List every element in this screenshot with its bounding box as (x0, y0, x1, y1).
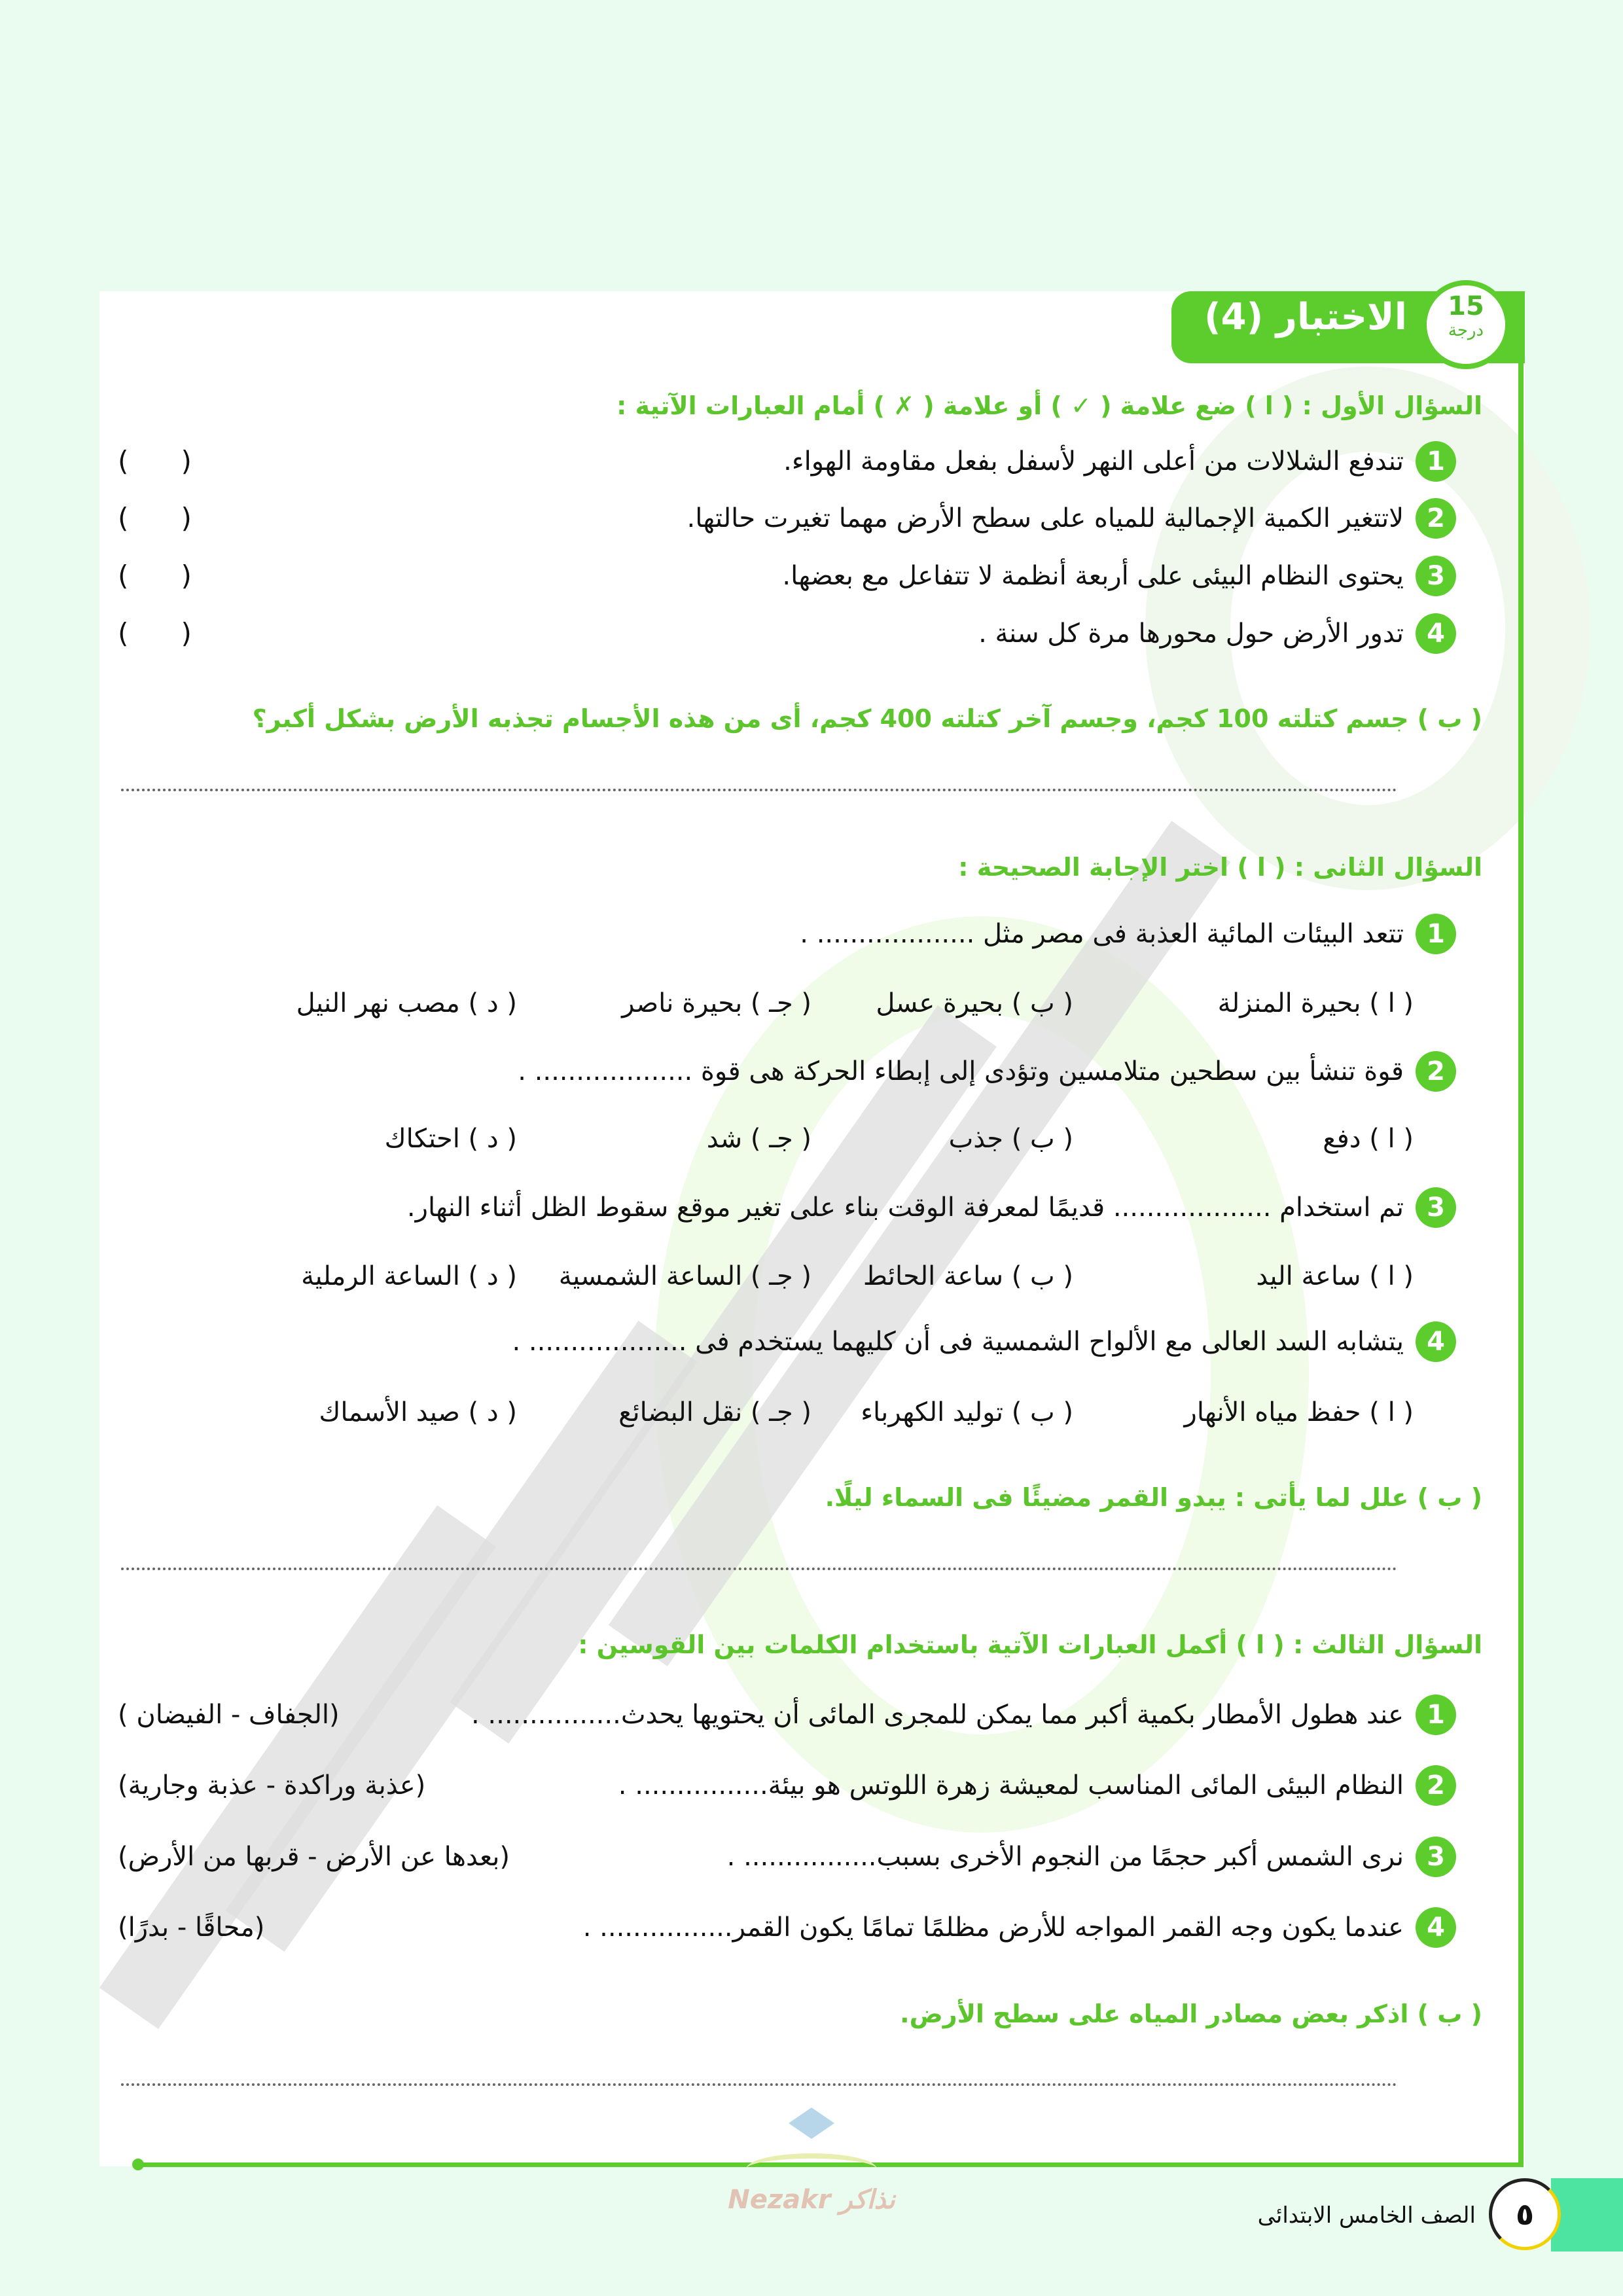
q3-statement: عند هطول الأمطار بكمية أكبر مما يمكن للمجرى المائى أن يحتويها يحدث................ . (471, 1700, 1404, 1730)
q3-statement: عندما يكون وجه القمر المواجه للأرض مظلمًا تمامًا يكون القمر................ . (582, 1912, 1404, 1943)
q2-b-question: ( ب ) علل لما يأتى : يبدو القمر مضيئًا فى السماء ليلًا. (825, 1483, 1482, 1512)
q2-question: قوة تنشأ بين سطحين متلامسين وتؤدى إلى إبطاء الحركة هى قوة ................... . (518, 1056, 1404, 1086)
grade-label: الصف الخامس الابتدائى (1257, 2202, 1476, 2229)
number-badge: 3 (1416, 556, 1456, 596)
number-badge: 2 (1416, 1051, 1456, 1092)
footer-tab (1551, 2178, 1623, 2251)
q1-statement: يحتوى النظام البيئى على أربعة أنظمة لا تتفاعل مع بعضها. (782, 561, 1404, 591)
number-badge: 4 (1416, 1907, 1456, 1948)
option-c[interactable]: ( جـ ) الساعة الشمسية (558, 1261, 812, 1291)
q3-b-question: ( ب ) اذكر بعض مصادر المياه على سطح الأرض. (900, 2000, 1482, 2028)
score-unit: درجة (1448, 321, 1484, 340)
answer-box[interactable]: ( ) (118, 560, 192, 592)
number-badge: 1 (1416, 441, 1456, 482)
q2-question: يتشابه السد العالى مع الألواح الشمسية فى أن كليهما يستخدم فى ................... . (512, 1327, 1404, 1357)
option-b[interactable]: ( ب ) بحيرة عسل (876, 988, 1073, 1018)
q1-statement: تندفع الشلالات من أعلى النهر لأسفل بفعل مقاومة الهواء. (783, 446, 1404, 476)
number-badge: 4 (1416, 1321, 1456, 1362)
answer-line[interactable] (121, 789, 1397, 791)
score-badge (1421, 280, 1510, 369)
logo-text: Nezakr نذاكر (728, 2185, 895, 2215)
number-badge: 1 (1416, 914, 1456, 954)
option-d[interactable]: ( د ) صيد الأسماك (319, 1397, 517, 1427)
graduation-cap-icon (789, 2108, 834, 2147)
q2-title: السؤال الثانى : ( ا ) اختر الإجابة الصحيحة : (958, 853, 1482, 882)
number-badge: 3 (1416, 1187, 1456, 1228)
book-icon (746, 2153, 877, 2185)
option-d[interactable]: ( د ) احتكاك (384, 1124, 517, 1154)
option-c[interactable]: ( جـ ) نقل البضائع (618, 1397, 812, 1427)
q3-title: السؤال الثالث : ( ا ) أكمل العبارات الآتية باستخدام الكلمات بين القوسين : (578, 1630, 1482, 1659)
answer-box[interactable]: ( ) (118, 617, 192, 649)
option-b[interactable]: ( ب ) جذب (948, 1124, 1073, 1154)
word-choices: (محاقًا - بدرًا) (118, 1912, 265, 1943)
option-b[interactable]: ( ب ) توليد الكهرباء (861, 1397, 1073, 1427)
option-d[interactable]: ( د ) مصب نهر النيل (296, 988, 517, 1018)
number-badge: 2 (1416, 1765, 1456, 1806)
option-d[interactable]: ( د ) الساعة الرملية (301, 1261, 517, 1291)
score-value: 15 (1448, 291, 1484, 321)
q3-statement: النظام البيئى المائى المناسب لمعيشة زهرة اللوتس هو بيئة................ . (618, 1770, 1404, 1801)
exam-title: الاختبار (4) (1204, 296, 1407, 338)
q1-statement: تدور الأرض حول محورها مرة كل سنة . (978, 619, 1404, 649)
word-choices: (عذبة وراكدة - عذبة وجارية) (118, 1770, 426, 1801)
border-dot (132, 2159, 144, 2170)
number-badge: 1 (1416, 1695, 1456, 1735)
q1-statement: لاتتغير الكمية الإجمالية للمياه على سطح الأرض مهما تغيرت حالتها. (687, 503, 1404, 533)
number-badge: 3 (1416, 1837, 1456, 1877)
option-c[interactable]: ( جـ ) شد (706, 1124, 812, 1154)
number-badge: 4 (1416, 613, 1456, 654)
option-a[interactable]: ( ا ) بحيرة المنزلة (1217, 988, 1414, 1018)
nezakr-logo (720, 2108, 903, 2238)
answer-line[interactable] (121, 1568, 1397, 1570)
answer-box[interactable]: ( ) (118, 502, 192, 534)
option-b[interactable]: ( ب ) ساعة الحائط (863, 1261, 1073, 1291)
number-badge: 2 (1416, 498, 1456, 539)
option-a[interactable]: ( ا ) حفظ مياه الأنهار (1184, 1397, 1414, 1427)
word-choices: (الجفاف - الفيضان ) (118, 1700, 340, 1730)
q2-question: تم استخدام ................... قديمًا لمعرفة الوقت بناء على تغير موقع سقوط الظل أثناء النهار. (406, 1193, 1404, 1223)
page-number: ٥ (1489, 2178, 1561, 2250)
option-c[interactable]: ( جـ ) بحيرة ناصر (622, 988, 812, 1018)
q1-b-question: ( ب ) جسم كتلته 100 كجم، وجسم آخر كتلته 400 كجم، أى من هذه الأجسام تجذبه الأرض بشكل أكبر؟ (252, 704, 1482, 733)
answer-line[interactable] (121, 2083, 1397, 2086)
q2-question: تتعد البيئات المائية العذبة فى مصر مثل ................... . (800, 919, 1404, 949)
page-border-right (1518, 308, 1524, 2166)
answer-box[interactable]: ( ) (118, 445, 192, 477)
option-a[interactable]: ( ا ) دفع (1323, 1124, 1414, 1154)
word-choices: (بعدها عن الأرض - قربها من الأرض) (118, 1842, 510, 1872)
option-a[interactable]: ( ا ) ساعة اليد (1256, 1261, 1414, 1291)
q3-statement: نرى الشمس أكبر حجمًا من النجوم الأخرى بسبب................ . (726, 1842, 1404, 1872)
q1-title: السؤال الأول : ( ا ) ضع علامة ( ✓ ) أو علامة ( ✗ ) أمام العبارات الآتية : (616, 391, 1482, 420)
